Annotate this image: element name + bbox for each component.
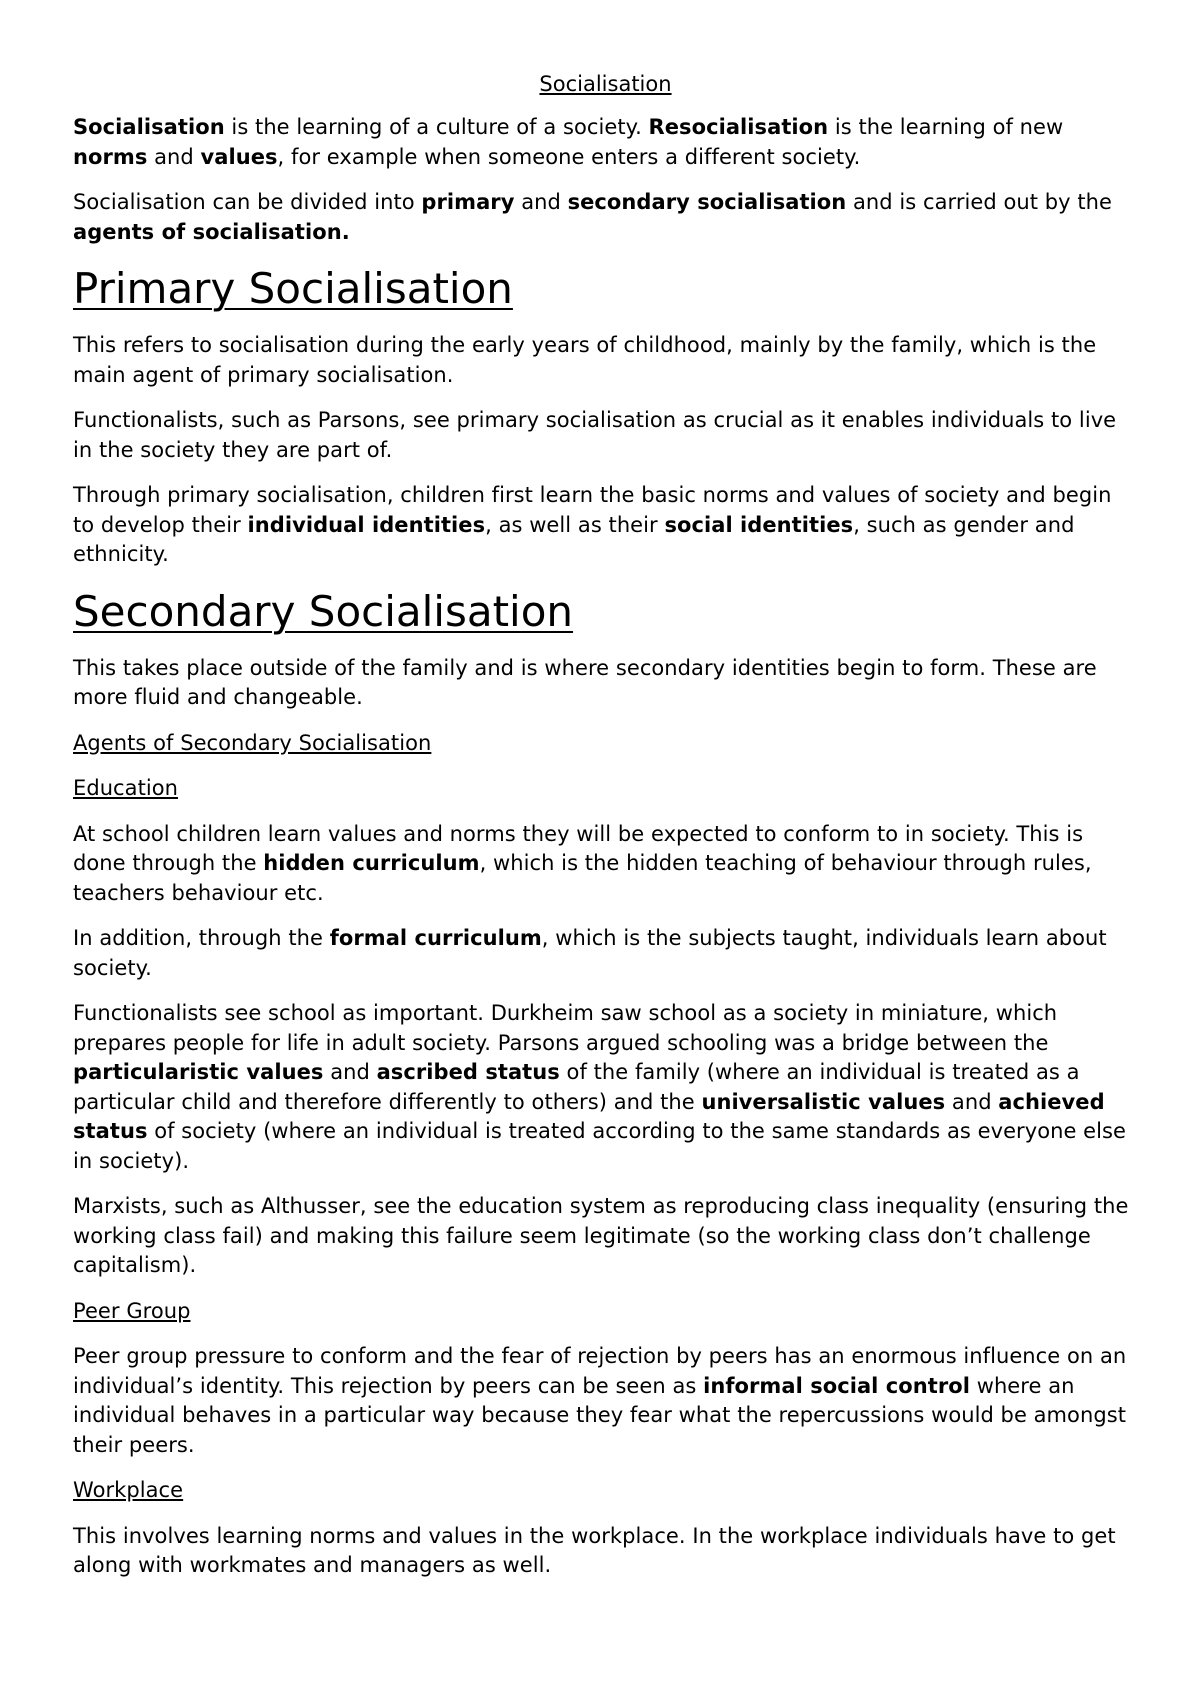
term-formal-curriculum: formal curriculum: [329, 926, 542, 950]
secondary-paragraph-1: This takes place outside of the family and is where secondary identities begin to form. These are more fluid and changeable.: [73, 655, 1097, 709]
term-values: values: [200, 144, 278, 169]
term-socialisation: Socialisation: [73, 115, 225, 139]
term-informal-social-control: informal social control: [703, 1373, 970, 1398]
term-universalistic-values: universalistic values: [701, 1089, 946, 1114]
document-title: Socialisation: [539, 72, 672, 96]
text-run: Socialisation can be divided into: [73, 190, 422, 214]
term-individual-identities: individual identities: [247, 512, 486, 537]
education-paragraph-1: [73, 820, 1138, 909]
term-achieved-status: achieved status: [73, 1089, 1105, 1143]
text-run: At school children learn values and norms they will be expected to conform to in society. This is done through the: [73, 821, 1084, 875]
term-agents-of-socialisation: agents of socialisation.: [73, 219, 350, 244]
text-run: and: [323, 1060, 377, 1084]
text-run: Peer group pressure to conform and the fear of rejection by peers has an enormous influence on an individual’s identity. This rejection by peers can be seen as: [73, 1344, 1127, 1398]
text-run: , which is the subjects taught, individuals learn about society.: [73, 926, 1107, 980]
document-page: [73, 70, 1138, 1597]
text-run: of the family (where an individual is treated as a particular child and therefore differently to others) and the: [73, 1060, 1080, 1114]
education-subheading: Education: [73, 776, 178, 800]
text-run: and: [945, 1089, 999, 1114]
term-primary: primary: [421, 190, 515, 214]
education-paragraph-3: [73, 999, 1138, 1176]
primary-paragraph-3: [73, 481, 1138, 570]
peer-group-subheading: Peer Group: [73, 1298, 191, 1323]
term-social-identities: social identities: [664, 512, 854, 537]
education-paragraph-2: [73, 924, 1138, 983]
text-run: where an individual behaves in a particular way because they fear what the repercussions would be amongst their peers.: [73, 1373, 1126, 1457]
text-run: is the learning of new: [828, 115, 1064, 139]
secondary-socialisation-heading: Secondary Socialisation: [73, 586, 574, 636]
intro-paragraph-1: [73, 113, 1138, 172]
text-run: , as well as their: [485, 512, 665, 537]
text-run: , such as gender and ethnicity.: [73, 512, 1075, 566]
text-run: is the learning of a culture of a society.: [224, 115, 649, 139]
term-norms: norms: [73, 144, 148, 169]
term-ascribed-status: ascribed status: [376, 1060, 560, 1084]
primary-paragraph-1: This refers to socialisation during the early years of childhood, mainly by the family, which is the main agent of primary socialisation.: [73, 333, 1097, 387]
workplace-paragraph-1: This involves learning norms and values in the workplace. In the workplace individuals have to get along with workmates and managers as well.: [73, 1523, 1116, 1577]
peer-group-paragraph-1: [73, 1342, 1138, 1460]
term-resocialisation: Resocialisation: [648, 115, 829, 139]
workplace-subheading: Workplace: [73, 1478, 184, 1502]
text-run: of society (where an individual is treated according to the same standards as everyone else in society).: [73, 1119, 1126, 1173]
primary-socialisation-heading: Primary Socialisation: [73, 264, 513, 313]
text-run: , which is the hidden teaching of behaviour through rules, teachers behaviour etc.: [73, 851, 1092, 905]
text-run: and: [147, 144, 201, 169]
education-paragraph-4: Marxists, such as Althusser, see the education system as reproducing class inequality (ensuring the working class fail) and making this failure seem legitimate (so the working class don’t challenge capitalism).: [73, 1194, 1129, 1277]
text-run: , for example when someone enters a different society.: [277, 144, 861, 169]
term-hidden-curriculum: hidden curriculum: [263, 851, 480, 875]
text-run: and is carried out by the: [846, 190, 1112, 214]
intro-paragraph-2: [73, 188, 1138, 247]
agents-subheading: Agents of Secondary Socialisation: [73, 730, 432, 755]
primary-paragraph-2: Functionalists, such as Parsons, see primary socialisation as crucial as it enables individuals to live in the society they are part of.: [73, 408, 1117, 462]
text-run: Functionalists see school as important. Durkheim saw school as a society in miniature, which prepares people for life in adult society. Parsons argued schooling was a bridge between the: [73, 1001, 1058, 1055]
term-secondary-socialisation: secondary socialisation: [567, 190, 847, 214]
text-run: Through primary socialisation, children first learn the basic norms and values of society and begin to develop their: [73, 483, 1112, 537]
text-run: and: [514, 190, 568, 214]
text-run: In addition, through the: [73, 926, 330, 950]
term-particularistic-values: particularistic values: [73, 1060, 324, 1084]
